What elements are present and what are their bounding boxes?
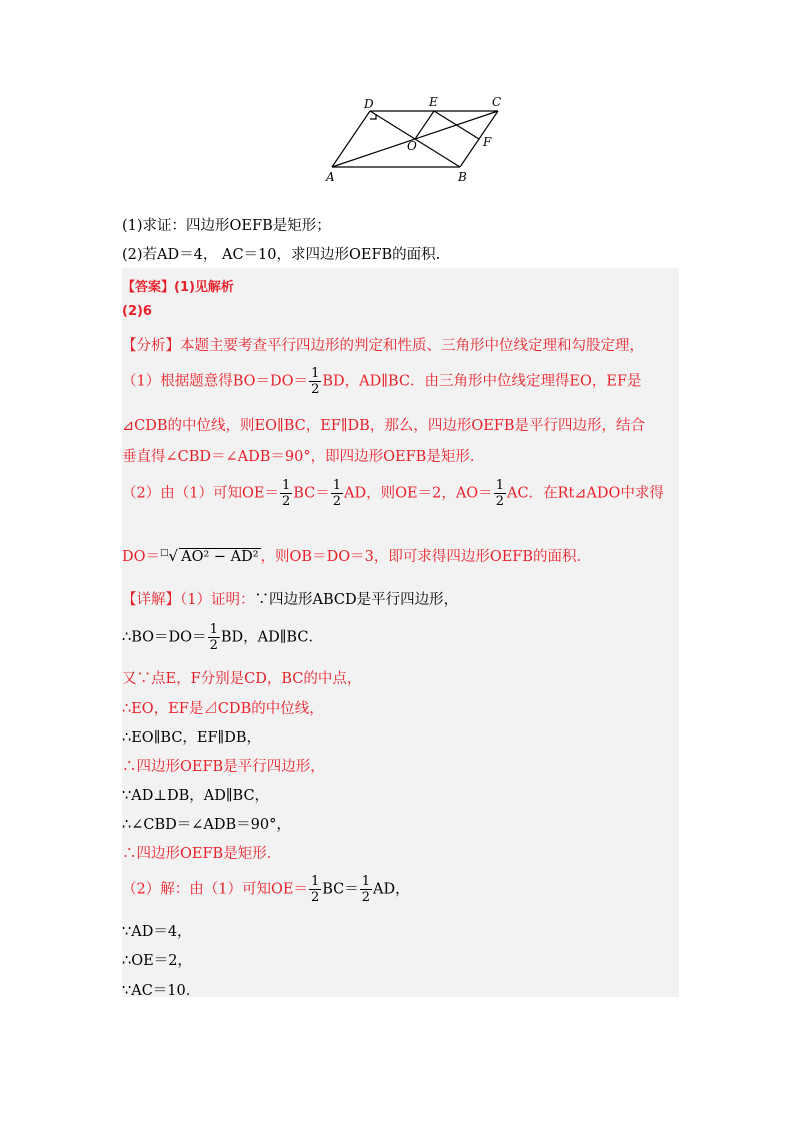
text-segment: BD，AD∥BC． xyxy=(220,629,323,646)
fraction-numerator: 1 xyxy=(361,874,371,889)
fraction-numerator: 1 xyxy=(281,478,291,493)
question-2: (2)若AD＝4， AC＝10，求四边形OEFB的面积. xyxy=(122,247,441,263)
fraction-numerator: 1 xyxy=(311,366,320,381)
fraction-half xyxy=(208,622,220,653)
analysis-line-2: ⊿CDB的中位线，则EO∥BC，EF∥DB，那么，四边形OEFB是平行四边形，结合 xyxy=(122,418,646,434)
fraction-numerator: 1 xyxy=(209,622,218,637)
fraction-denominator: 2 xyxy=(332,494,342,509)
text-segment: DO＝ xyxy=(122,549,161,565)
text-segment: AD， xyxy=(373,881,410,898)
fraction-denominator: 2 xyxy=(495,494,504,509)
fraction-half xyxy=(331,478,343,509)
detail-title: 【详解】（1）证明： xyxy=(122,592,255,608)
detail-line-8: ∴∠CBD＝∠ADB＝90°， xyxy=(122,817,291,833)
text-segment: BC＝ xyxy=(322,881,359,898)
fraction-numerator: 1 xyxy=(310,874,320,889)
text-segment: （2）由（1）可知OE＝ xyxy=(122,485,279,502)
detail-line-1 xyxy=(122,588,458,609)
detail-line-5: ∴EO∥BC，EF∥DB， xyxy=(122,730,262,746)
analysis-line-3: 垂直得∠CBD＝∠ADB＝90°，即四边形OEFB是矩形． xyxy=(122,449,485,465)
analysis-title: 【分析】本题主要考查平行四边形的判定和性质、三角形中位线定理和勾股定理， xyxy=(122,338,644,354)
detail-line-4: ∴EO，EF是⊿CDB的中位线， xyxy=(122,701,324,717)
parallelogram-figure xyxy=(320,92,510,187)
segment-OE xyxy=(415,111,434,139)
fraction-half xyxy=(309,874,321,905)
text-segment: ，则OB＝DO＝3，即可求得四边形OEFB的面积． xyxy=(260,549,592,565)
text-segment: BC＝ xyxy=(293,485,330,502)
detail-line-9: ∴四边形OEFB是矩形． xyxy=(122,846,282,862)
text-segment: （1）根据题意得BO＝DO＝ xyxy=(122,373,309,390)
fraction-denominator: 2 xyxy=(209,638,218,653)
text-segment: ∴BO＝DO＝ xyxy=(122,629,207,646)
label-B: B xyxy=(458,170,467,184)
segment-EF xyxy=(434,111,479,139)
label-A: A xyxy=(326,170,335,184)
fraction-denominator: 2 xyxy=(281,494,291,509)
fraction-numerator: 1 xyxy=(495,478,504,493)
answer-part2: (2)6 xyxy=(122,304,152,319)
detail-line-2 xyxy=(122,622,323,653)
root-index: □ xyxy=(160,548,169,559)
answer-part1: 【答案】(1)见解析 xyxy=(122,280,234,295)
fraction-half xyxy=(309,366,321,397)
detail-line-13: ∵AC＝10． xyxy=(122,983,201,999)
analysis-line-1 xyxy=(122,366,642,397)
detail-line-6: ∴四边形OEFB是平行四边形， xyxy=(122,759,325,775)
edge-AD xyxy=(332,111,370,167)
text-segment: BD，AD∥BC．由三角形中位线定理得EO，EF是 xyxy=(322,373,642,390)
fraction-denominator: 2 xyxy=(311,382,320,397)
label-F: F xyxy=(483,135,492,149)
fraction-numerator: 1 xyxy=(332,478,342,493)
radicand: AO² − AD² xyxy=(181,549,259,565)
text-segment: ∵四边形ABCD是平行四边形， xyxy=(254,592,459,608)
question-1: (1)求证：四边形OEFB是矩形； xyxy=(122,218,331,234)
radical-sign: √ xyxy=(168,547,179,565)
fraction-denominator: 2 xyxy=(361,890,371,905)
label-E: E xyxy=(429,95,438,109)
detail-line-3: 又∵点E，F分别是CD，BC的中点， xyxy=(122,671,362,687)
detail-line-12: ∴OE＝2， xyxy=(122,953,192,969)
fraction-half xyxy=(360,874,372,905)
text-segment: AD，则OE＝2，AO＝ xyxy=(344,485,493,502)
label-D: D xyxy=(364,97,374,111)
analysis-line-5 xyxy=(122,545,591,566)
fraction-denominator: 2 xyxy=(310,890,320,905)
label-O: O xyxy=(407,139,417,153)
text-segment: AC．在Rt⊿ADO中求得 xyxy=(506,485,664,502)
fraction-half xyxy=(280,478,292,509)
detail-line-10 xyxy=(122,874,410,905)
detail-line-7: ∵AD⊥DB，AD∥BC， xyxy=(122,788,270,804)
detail-line-11: ∵AD＝4， xyxy=(122,924,192,940)
label-C: C xyxy=(492,95,502,109)
analysis-line-4 xyxy=(122,478,664,509)
fraction-half xyxy=(494,478,506,509)
text-segment: （2）解：由（1）可知OE＝ xyxy=(122,881,308,898)
